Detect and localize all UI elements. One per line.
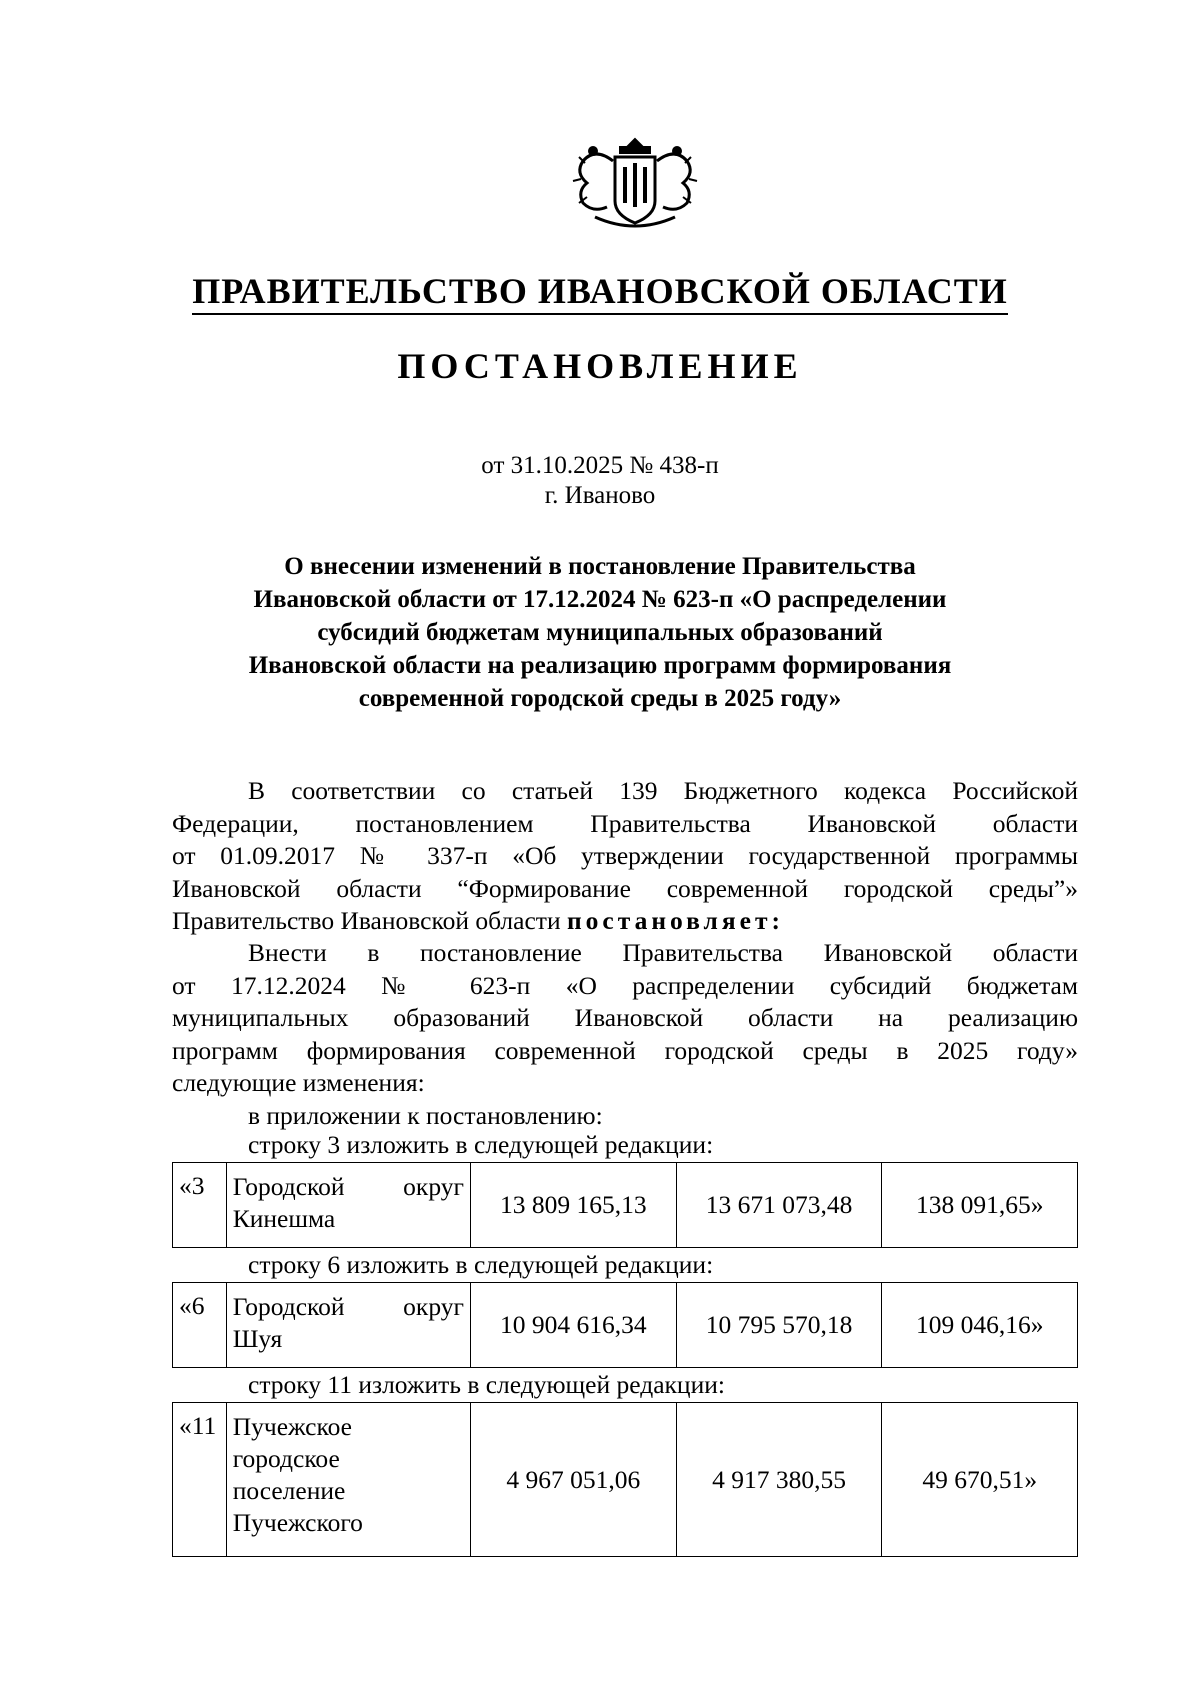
document-subject: [0, 550, 1200, 715]
subject-line: Ивановской области от 17.12.2024 № 623-п «О распределении: [253, 586, 947, 613]
row-name: [226, 1163, 470, 1248]
preamble-line-prefix: Правительство Ивановской области: [172, 906, 567, 935]
document-type-title: ПОСТАНОВЛЕНИЕ: [397, 346, 803, 386]
row-name: [226, 1403, 470, 1557]
change-table-row-11: [172, 1402, 1078, 1557]
row-name-line: Пучежское: [232, 1412, 352, 1441]
preamble-paragraph: [172, 775, 1078, 938]
change-table-row-6: [172, 1282, 1078, 1368]
row-value-1: 13 809 165,13: [470, 1163, 676, 1248]
resolves-word: постановляет:: [566, 906, 784, 935]
row-name: [226, 1283, 470, 1368]
change-instruction: строку 3 изложить в следующей редакции:: [248, 1130, 714, 1159]
change-table-row-3: [172, 1162, 1078, 1248]
row-name-line: поселение: [232, 1476, 346, 1505]
row-name-line: Шуя: [232, 1324, 283, 1353]
preamble-line: В соответствии со статьей 139 Бюджетного кодекса Российской: [248, 776, 1078, 805]
row-value-1: 10 904 616,34: [470, 1283, 676, 1368]
preamble-line: Ивановской области “Формирование современной городской среды”»: [172, 873, 1078, 903]
subject-line: современной городской среды в 2025 году»: [358, 685, 842, 712]
document-date-number: от 31.10.2025 № 438-п: [481, 452, 719, 479]
enact-line: следующие изменения:: [172, 1068, 425, 1097]
row-name-line: Кинешма: [232, 1204, 336, 1233]
row-value-3: 109 046,16»: [882, 1283, 1078, 1368]
enact-line: от 17.12.2024 № 623-п «О распределении субсидий бюджетам: [172, 970, 1078, 1000]
row-number: «3: [173, 1163, 227, 1248]
enact-line: муниципальных образований Ивановской области на реализацию: [172, 1003, 1078, 1032]
preamble-line: от 01.09.2017 № 337-п «Об утверждении государственной программы: [172, 841, 1078, 870]
subject-line: О внесении изменений в постановление Правительства: [284, 553, 916, 580]
government-title-text: ПРАВИТЕЛЬСТВО ИВАНОВСКОЙ ОБЛАСТИ: [192, 271, 1008, 315]
coat-of-arms-emblem: [565, 133, 705, 233]
subject-line: Ивановской области на реализацию программ формирования: [248, 652, 952, 679]
enact-line: Внести в постановление Правительства Ивановской области: [248, 938, 1078, 967]
row-value-3: 138 091,65»: [882, 1163, 1078, 1248]
subject-line: субсидий бюджетам муниципальных образований: [317, 619, 883, 646]
row-value-3: 49 670,51»: [882, 1403, 1078, 1557]
row-name-line: городское: [232, 1444, 340, 1473]
row-value-2: 13 671 073,48: [676, 1163, 882, 1248]
row-number: «6: [173, 1283, 227, 1368]
preamble-last-line: [172, 905, 1078, 938]
document-city: г. Иваново: [544, 482, 656, 509]
change-instruction: строку 6 изложить в следующей редакции:: [248, 1250, 714, 1279]
row-number: «11: [173, 1403, 227, 1557]
table-row: [173, 1283, 1078, 1368]
row-value-2: 4 917 380,55: [676, 1403, 882, 1557]
table-row: [173, 1163, 1078, 1248]
preamble-line: Федерации, постановлением Правительства Ивановской области: [172, 808, 1078, 838]
change-instruction: строку 11 изложить в следующей редакции:: [248, 1370, 725, 1399]
row-name-line: Пучежского: [232, 1508, 363, 1537]
enact-line: программ формирования современной городской среды в 2025 году»: [172, 1035, 1078, 1065]
row-value-2: 10 795 570,18: [676, 1283, 882, 1368]
enactment-paragraph: [172, 937, 1078, 1132]
row-name-line: Городской округ: [232, 1172, 464, 1201]
government-title: [0, 270, 1200, 312]
appendix-line: в приложении к постановлению:: [248, 1100, 603, 1130]
row-value-1: 4 967 051,06: [470, 1403, 676, 1557]
table-row: [173, 1403, 1078, 1557]
row-name-line: Городской округ: [232, 1292, 464, 1321]
